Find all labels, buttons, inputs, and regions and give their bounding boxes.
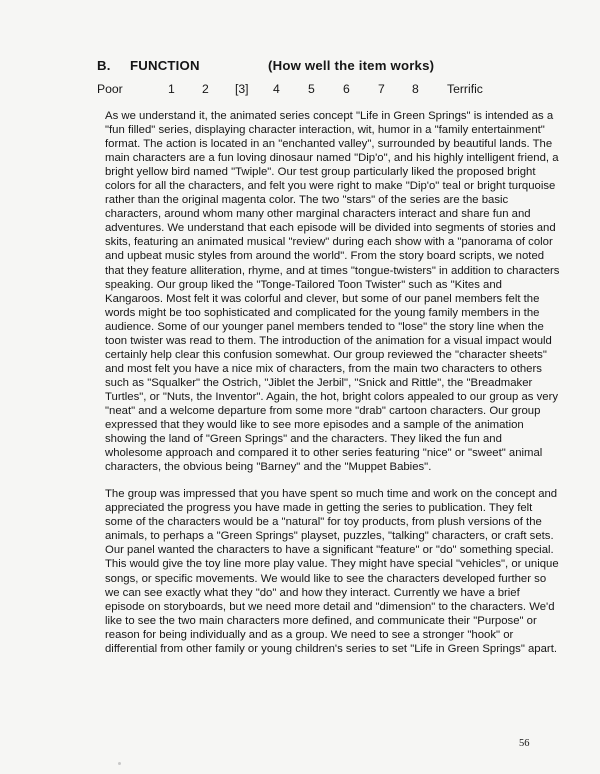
scale-point: 8 [412, 82, 419, 96]
scale-high-label: Terrific [447, 82, 483, 96]
scale-point: 5 [308, 82, 315, 96]
scale-low-label: Poor [97, 82, 123, 96]
section-subtitle: (How well the item works) [268, 58, 435, 73]
scale-point: 2 [202, 82, 209, 96]
page-number: 56 [519, 738, 530, 749]
scale-point: 1 [168, 82, 175, 96]
scale-point: 4 [273, 82, 280, 96]
rating-scale [97, 82, 557, 100]
section-title: FUNCTION [130, 58, 200, 73]
section-letter: B. [97, 58, 111, 73]
scale-point-selected: [3] [235, 82, 249, 96]
scan-speck [118, 762, 121, 765]
body-text [105, 109, 560, 656]
paragraph: The group was impressed that you have spent so much time and work on the concept and appreciated the progress you have made in getting the series to publication. They felt some of the characters would be a "natural" for toy products, from plush versions of the animals, to perhaps a "Green Springs" playset, puzzles, "talking" characters, or craft sets. Our panel wanted the characters to have a significant "feature" or "do" something special. This would give the toy line more play value. They might have special "vehicles", or unique songs, or specific movements. We would like to see the characters developed further so we can see exactly what they "do" and how they interact. Currently we have a brief episode on storyboards, but we need more detail and "dimension" to the characters. We'd like to see the two main characters more defined, and communicate their "Purpose" or reason for being individually and as a group. We need to see a stronger "hook" or differential from other family or young children's series to set "Life in Green Springs" apart. [105, 488, 559, 655]
section-header [97, 58, 557, 78]
scale-point: 6 [343, 82, 350, 96]
paragraph: As we understand it, the animated series concept "Life in Green Springs" is intended as a "fun filled" series, displaying character interaction, wit, humor in a "family entertainment" format. The action is located in an "enchanted valley", surrounded by beautiful lands. The main characters are a fun loving dinosaur named "Dip'o", and his highly intelligent friend, a bright yellow bird named "Twiple". Our test group particularly liked the proposed bright colors for all the characters, and felt you were right to make "Dip'o" teal or bright turquoise rather than the original magenta color. The two "stars" of the series are the basic characters, around whom many other marginal characters interact and share fun and adventures. We understand that each episode will be divided into segments of stories and skits, featuring an animated musical "review" during each show with a "panorama of color and upbeat music styles from around the world". From the story board scripts, we noted that they feature alliteration, rhyme, and at times "tongue-twisters" in addition to characters speaking. Our group liked the "Tonge-Tailored Toon Twister" such as "Kites and Kangaroos. Most felt it was colorful and clever, but some of our panel members felt the words might be too sophisticated and complicated for the young family members in the audience. Some of our younger panel members tended to "lose" the story line when the toon twister was read to them. The introduction of the animation for a visual impact would certainly help clear this confusion somewhat. Our group reviewed the "character sheets" and most felt you have a nice mix of characters, from the main two characters to others such as "Squalker" the Ostrich, "Jiblet the Jerbil", "Snick and Rittle", the "Breadmaker Turtles", or "Nuts, the Inventor". Again, the hot, bright colors appealed to our group as very "neat" and a welcome departure from some more "drab" cartoon characters. Our group expressed that they would like to see more episodes and a sample of the animation showing the land of "Green Springs" and the characters. They liked the fun and wholesome approach and compared it to other series featuring "nice" or "sweet" animal characters, the obvious being "Barney" and the "Muppet Babies". [105, 110, 560, 474]
scale-point: 7 [378, 82, 385, 96]
